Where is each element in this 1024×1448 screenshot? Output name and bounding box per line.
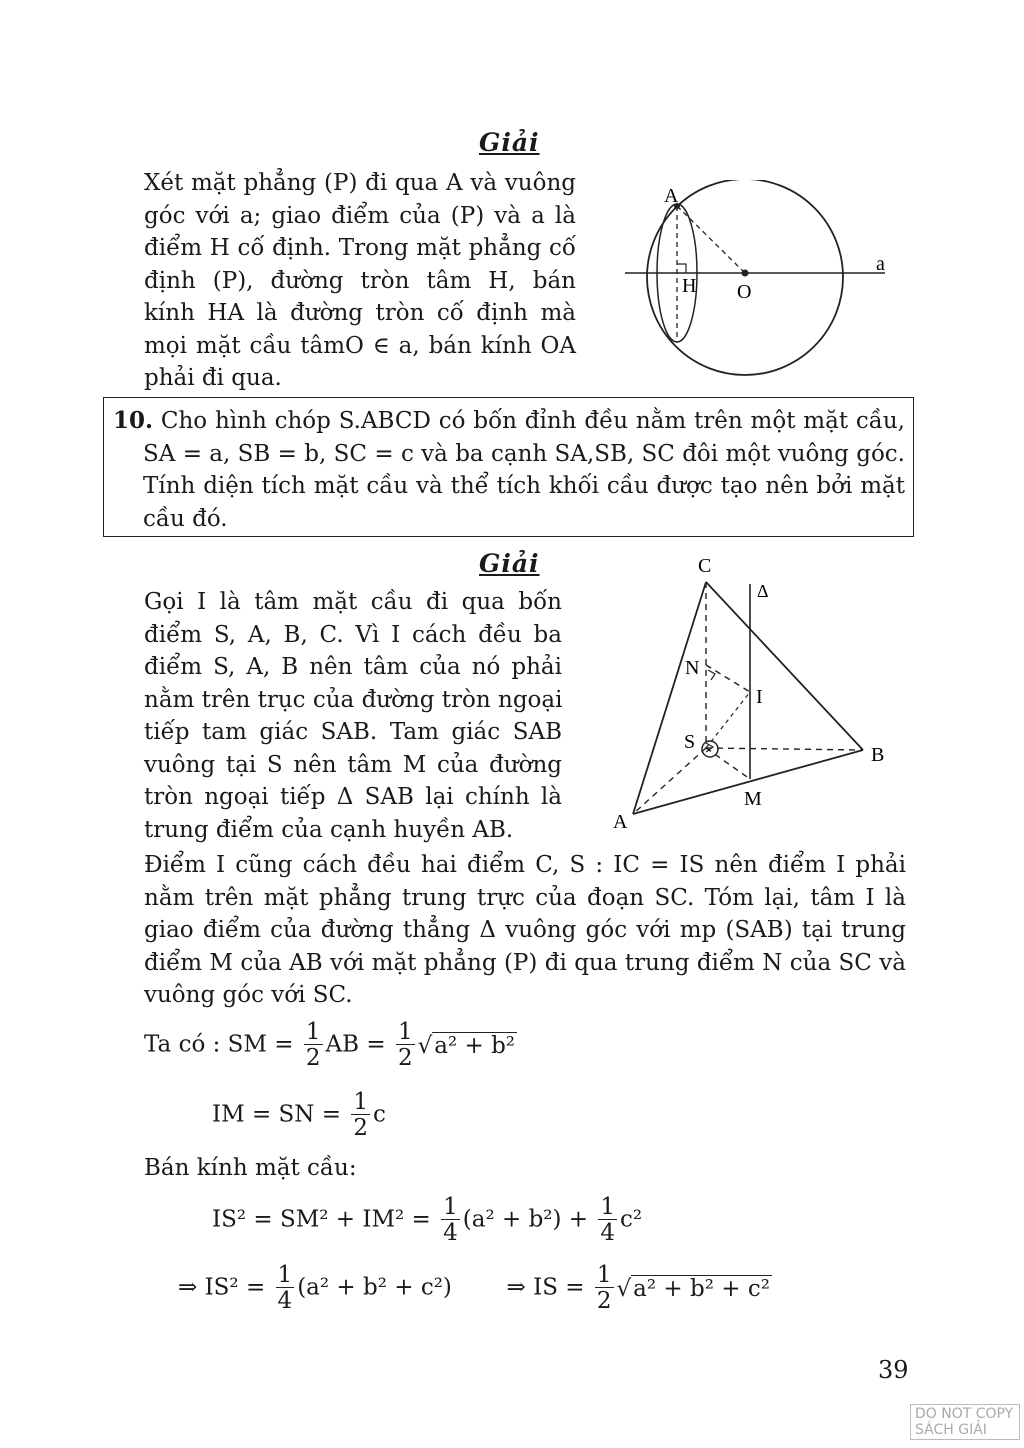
text-line: Điểm I cũng cách đều hai điểm C, S : IC = IS nên điểm I phải	[144, 852, 906, 878]
solution-heading-1: Giải	[479, 128, 540, 157]
text-line: điểm S, A, B nên tâm của nó phải	[144, 654, 562, 680]
text-line: điểm S, A, B, C. Vì I cách đều ba	[144, 621, 562, 648]
point-label-C: C	[698, 555, 712, 577]
point-label-H: H	[682, 275, 697, 297]
sqrt-symbol: √a² + b² + c²	[616, 1275, 770, 1302]
text-line: nằm trên mặt phẳng trung trực của đoạn SC. Tóm lại, tâm I là	[144, 884, 906, 911]
point-label-S: S	[684, 731, 696, 753]
text-line: điểm H cố định. Trong mặt phẳng cố	[144, 235, 576, 261]
solution-paragraph-2	[144, 586, 562, 846]
text-line: tiếp tam giác SAB. Tam giác SAB	[144, 719, 562, 745]
text-line: Xét mặt phẳng (P) đi qua A và vuông	[144, 170, 576, 196]
radius-label: Bán kính mặt cầu:	[144, 1155, 357, 1181]
fraction: $\frac{1}{2}$	[305, 1019, 321, 1071]
formula-sm: Ta có : SM = $\frac{1}{2}$ AB = $\frac{1}{2}$ √a² + b²	[144, 1019, 516, 1071]
problem-number: 10.	[113, 407, 154, 434]
sqrt-symbol: √a² + b²	[417, 1032, 516, 1059]
text-line: nằm trên trục của đường tròn ngoại	[144, 686, 563, 713]
text-line: vuông góc với SC.	[144, 982, 353, 1008]
point-label-I: I	[756, 686, 763, 708]
solution-heading-2: Giải	[479, 549, 540, 578]
fraction: $\frac{1}{4}$	[600, 1194, 616, 1246]
problem-line: 10. Cho hình chóp S.ABCD có bốn đỉnh đều nằm trên một mặt cầu,	[113, 407, 905, 434]
point-label-B: B	[871, 744, 885, 766]
line-label-delta: Δ	[757, 581, 769, 601]
solution-paragraph-1	[144, 167, 576, 395]
text-line: điểm M của AB với mặt phẳng (P) đi qua trung điểm N của SC và	[144, 949, 906, 976]
problem-line: SA = a, SB = b, SC = c và ba cạnh SA,SB, SC đôi một vuông góc.	[143, 440, 905, 467]
fraction: $\frac{1}{4}$	[443, 1194, 458, 1246]
point-label-O: O	[737, 281, 752, 303]
problem-line: Tính diện tích mặt cầu và thể tích khối cầu được tạo nên bởi mặt	[143, 473, 905, 499]
point-label-A: A	[613, 811, 628, 832]
formula-is-result: ⇒ IS² = $\frac{1}{4}$ (a² + b² + c²) ⇒ IS = $\frac{1}{2}$ √a² + b² + c²	[178, 1262, 770, 1314]
page-number: 39	[878, 1356, 909, 1384]
fraction: $\frac{1}{4}$	[277, 1262, 293, 1314]
text-line: giao điểm của đường thẳng Δ vuông góc với mp (SAB) tại trung	[144, 917, 906, 943]
text-line: vuông tại S nên tâm M của đường	[144, 751, 562, 778]
solution-paragraph-3	[144, 849, 906, 1012]
text-line: Gọi I là tâm mặt cầu đi qua bốn	[144, 589, 562, 615]
problem-statement	[113, 405, 905, 535]
sphere-figure	[600, 180, 900, 390]
text-line: định (P), đường tròn tâm H, bán	[144, 267, 576, 294]
formula-im: IM = SN = $\frac{1}{2}$ c	[212, 1089, 386, 1141]
problem-line: cầu đó.	[143, 505, 228, 532]
line-label-a: a	[876, 253, 885, 275]
text-line: mọi mặt cầu tâmO ∈ a, bán kính OA	[144, 332, 576, 359]
text-line: trung điểm của cạnh huyền AB.	[144, 816, 514, 843]
fraction: $\frac{1}{2}$	[596, 1262, 612, 1314]
point-label-N: N	[685, 657, 700, 679]
watermark-stamp: DO NOT COPY SÁCH GIẢI	[910, 1404, 1020, 1440]
text-line: góc với a; giao điểm của (P) và a là	[144, 202, 576, 229]
text-line: kính HA là đường tròn cố định mà	[144, 300, 576, 326]
text-line: phải đi qua.	[144, 365, 282, 391]
point-label-M: M	[744, 788, 762, 810]
formula-is-squared: IS² = SM² + IM² = $\frac{1}{4}$ (a² + b²) + $\frac{1}{4}$ c²	[212, 1194, 643, 1246]
fraction: $\frac{1}{2}$	[353, 1089, 368, 1141]
text-line: tròn ngoại tiếp Δ SAB lại chính là	[144, 784, 562, 810]
pyramid-figure	[605, 552, 905, 832]
point-label-A: A	[664, 185, 679, 207]
fraction: $\frac{1}{2}$	[397, 1019, 413, 1071]
